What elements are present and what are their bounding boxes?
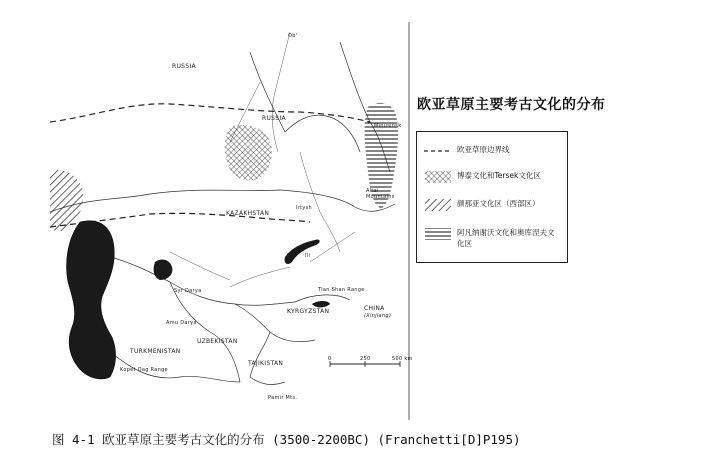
scale-label-500: 500 km: [392, 356, 413, 362]
label-minusinsk: Minusinsk: [374, 123, 402, 129]
scale-label-0: 0: [328, 356, 332, 362]
aral-sea: [154, 260, 173, 280]
diagonal-hatch-icon: [423, 198, 453, 212]
label-russia-west: RUSSIA: [172, 63, 196, 70]
issyk-kul: [312, 301, 330, 307]
label-turkmenistan: TURKMENISTAN: [130, 348, 181, 355]
label-irtysh: Irtysh: [296, 205, 313, 211]
crosshatch-icon: [423, 170, 453, 184]
label-china: CHINA: [364, 305, 385, 312]
yamnaya-zone: [50, 170, 83, 231]
botai-tersek-zone: [225, 125, 272, 180]
lake-balkhash: [285, 239, 320, 264]
label-pamir: Pamir Mts.: [268, 395, 298, 401]
label-tajikistan: TAJIKISTAN: [248, 360, 284, 367]
legend-label: 欧亚草原边界线: [457, 145, 510, 154]
figure-caption: 图 4-1 欧亚草原主要考古文化的分布 (3500-2200BC) (Franchetti[D]P195): [52, 432, 521, 447]
dashed-line-icon: [423, 144, 453, 158]
label-kyrgyzstan: KYRGYZSTAN: [287, 308, 330, 315]
label-ili: Ili: [305, 253, 311, 259]
label-xinjiang: (Xinjiang): [364, 313, 392, 319]
steppe-border-line: [50, 104, 370, 227]
legend-label: 博泰文化和Tersek文化区: [457, 171, 541, 180]
label-amu-darya: Amu Darya: [166, 320, 197, 326]
map-title: 欧亚草原主要考古文化的分布: [417, 97, 606, 113]
horizontal-hatch-icon: [423, 227, 453, 241]
label-altai-mountains: Altai Mountains: [366, 188, 395, 200]
legend-label: 颜那亚文化区（西部区）: [457, 199, 540, 208]
map-panel: [50, 22, 410, 420]
legend: [416, 131, 568, 263]
label-tian-shan: Tian Shan Range: [318, 287, 365, 293]
scale-label-250: 250: [360, 356, 371, 362]
legend-item-yamnaya: [423, 198, 557, 212]
caspian-sea: [67, 221, 116, 379]
legend-item-steppe-border: [423, 144, 557, 158]
label-ob: Ob': [288, 33, 298, 39]
label-russia-east: RUSSIA: [262, 115, 286, 122]
legend-label: 阿凡纳谢沃文化和奥库涅夫文化区: [457, 228, 555, 248]
label-syr-darya: Syr Darya: [174, 288, 202, 294]
label-uzbekistan: UZBEKISTAN: [197, 338, 238, 345]
label-kopet-dag: Kopet Dag Range: [120, 367, 168, 373]
legend-item-afanasievo: [423, 227, 557, 249]
legend-item-botai-tersek: [423, 170, 557, 184]
label-kazakhstan: KAZAKHSTAN: [226, 210, 270, 217]
